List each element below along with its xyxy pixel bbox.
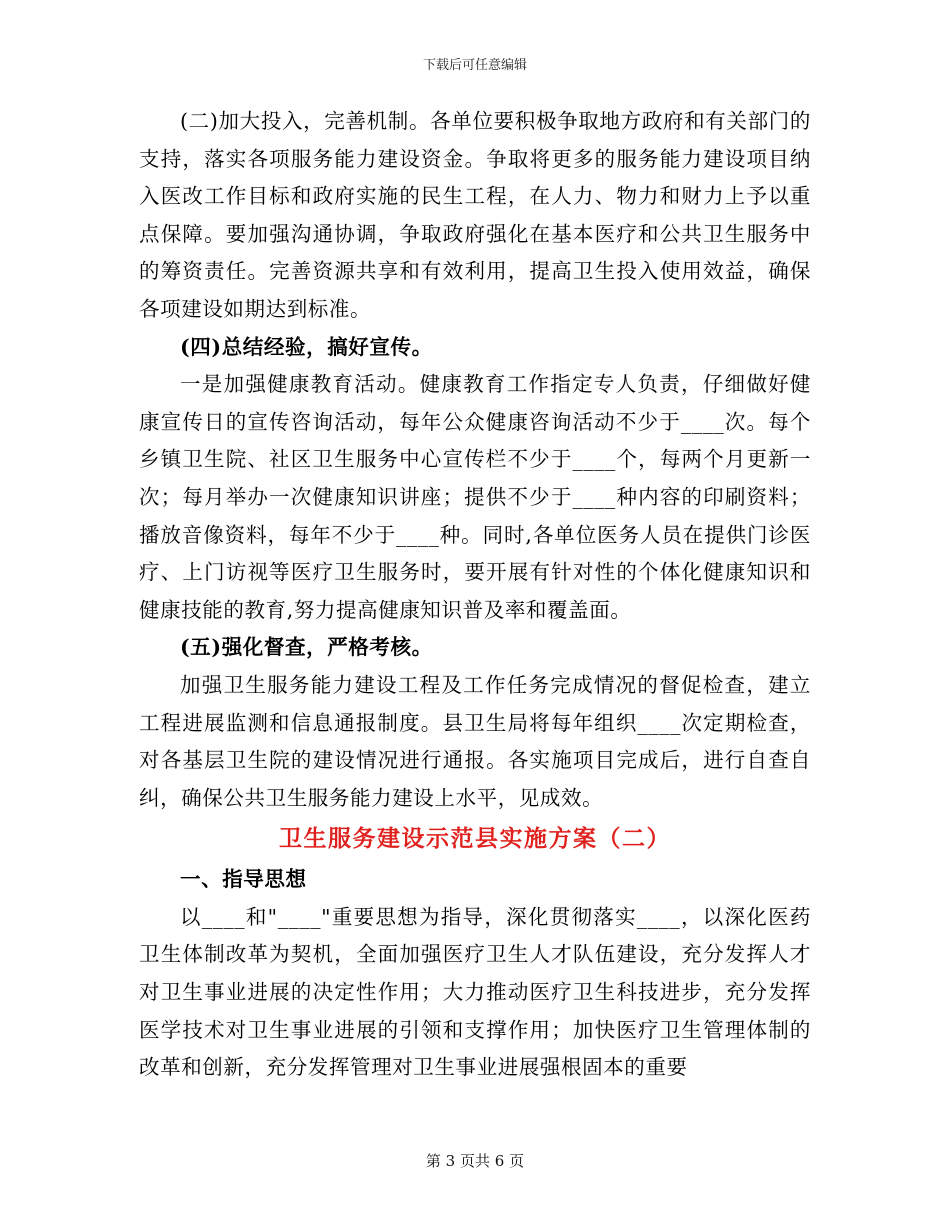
section-title: 卫生服务建设示范县实施方案（二） <box>279 825 671 853</box>
document-body <box>139 103 811 1087</box>
paragraph-funding: (二)加大投入，完善机制。各单位要积极争取地方政府和有关部门的支持，落实各项服务能力建设资金。争取将更多的服务能力建设项目纳入医改工作目标和政府实施的民生工程，在人力、物力和财力上予以重点保障。要加强沟通协调，争取政府强化在基本医疗和公共卫生服务中的筹资责任。完善资源共享和有效利用，提高卫生投入使用效益，确保各项建设如期达到标准。 <box>139 109 811 321</box>
page-number: 第 3 页共 6 页 <box>425 1152 525 1170</box>
paragraph-supervision: 加强卫生服务能力建设工程及工作任务完成情况的督促检查，建立工程进展监测和信息通报制度。县卫生局将每年组织____次定期检查，对各基层卫生院的建设情况进行通报。各实施项目完成后，进行自查自纠，确保公共卫生服务能力建设上水平，见成效。 <box>139 672 811 810</box>
heading-supervision: (五)强化督查，严格考核。 <box>180 635 433 660</box>
paragraph-guiding-thought: 以____和"____"重要思想为指导，深化贯彻落实____，以深化医药卫生体制改革为契机，全面加强医疗卫生人才队伍建设，充分发挥人才对卫生事业进展的决定性作用；大力推动医疗卫生科技进步，充分发挥医学技术对卫生事业进展的引领和支撑作用；加快医疗卫生管理体制的改革和创新，充分发挥管理对卫生事业进展强根固本的重要 <box>139 904 811 1080</box>
heading-guiding-thought: 一、指导思想 <box>180 867 307 892</box>
header-note: 下载后可任意编辑 <box>422 58 527 73</box>
heading-summary-publicity: (四)总结经验，搞好宣传。 <box>180 334 433 359</box>
paragraph-health-education: 一是加强健康教育活动。健康教育工作指定专人负责，仔细做好健康宣传日的宣传咨询活动，每年公众健康咨询活动不少于____次。每个乡镇卫生院、社区卫生服务中心宣传栏不少于____个，每两个月更新一次；每月举办一次健康知识讲座；提供不少于____种内容的印刷资料；播放音像资料，每年不少于____种。同时,各单位医务人员在提供门诊医疗、上门访视等医疗卫生服务时，要开展有针对性的个体化健康知识和健康技能的教育,努力提高健康知识普及率和覆盖面。 <box>139 372 811 622</box>
